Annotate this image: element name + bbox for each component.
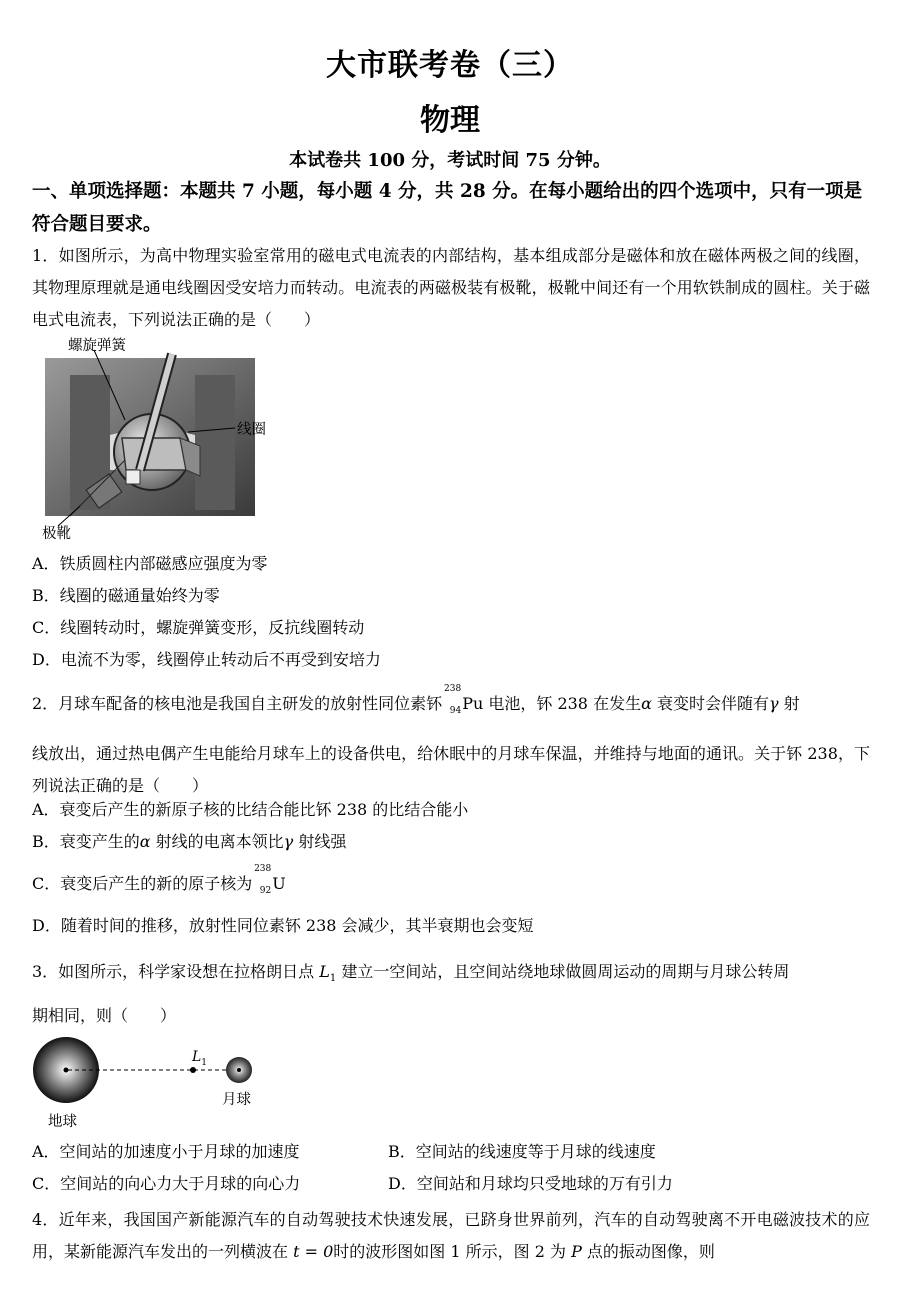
plutonium-isotope: 238 94 xyxy=(444,684,462,716)
q3-option-c: C．空间站的向心力大于月球的向心力 xyxy=(32,1174,301,1193)
galvanometer-figure xyxy=(30,330,310,545)
q1-option-b: B．线圈的磁通量始终为零 xyxy=(32,586,220,605)
q1-option-c: C．线圈转动时，螺旋弹簧变形，反抗线圈转动 xyxy=(32,618,365,637)
q2-option-b: B．衰变产生的α 射线的电离本领比γ 射线强 xyxy=(32,832,347,851)
label-spiral-spring: 螺旋弹簧 xyxy=(68,338,126,354)
q2-option-a: A．衰变后产生的新原子核的比结合能比钚 238 的比结合能小 xyxy=(32,800,469,819)
exam-title: 大市联考卷（三） xyxy=(326,48,574,83)
q3-option-a: A．空间站的加速度小于月球的加速度 xyxy=(32,1142,300,1161)
question-3-stem-line1: 3．如图所示，科学家设想在拉格朗日点 $L_1$ 建立一空间站，且空间站绕地球做圆周运动的周期与月球公转周 xyxy=(32,962,790,985)
exam-info: 本试卷共 100 分，考试时间 75 分钟。 xyxy=(289,150,611,171)
uranium-isotope: 238 92 xyxy=(254,864,272,896)
label-moon: 月球 xyxy=(222,1092,251,1108)
question-2-stem-line2: 线放出，通过热电偶产生电能给月球车上的设备供电，给休眠中的月球车保温，并维持与地面的通讯。关于钚 238，下列说法正确的是（ ） xyxy=(32,744,870,795)
section-heading: 一、单项选择题：本题共 7 小题，每小题 4 分，共 28 分。在每小题给出的四个选项中，只有一项是符合题目要求。 xyxy=(32,181,863,235)
question-2-stem-line1: 2．月球车配备的核电池是我国自主研发的放射性同位素钚 238 94 Pu 电池，钚 238 在发生α 衰变时会伴随有γ 射 xyxy=(32,684,800,716)
label-pole-shoe: 极靴 xyxy=(42,526,71,542)
q3-option-d: D．空间站和月球均只受地球的万有引力 xyxy=(388,1174,673,1193)
q2-option-c: C．衰变后产生的新的原子核为 238 92 U xyxy=(32,864,286,896)
lagrange-point-l1 xyxy=(190,1067,196,1073)
label-l1: $L_1$ xyxy=(192,1049,208,1068)
question-3-stem-line2: 期相同，则（ ） xyxy=(32,1006,177,1025)
q1-option-d: D．电流不为零，线圈停止转动后不再受到安培力 xyxy=(32,650,381,669)
question-1-stem: 1．如图所示，为高中物理实验室常用的磁电式电流表的内部结构，基本组成部分是磁体和放在磁体两极之间的线圈，其物理原理就是通电线圈因受安培力而转动。电流表的两磁极装有极靴，极靴中间还有一个用软铁制成的圆柱。关于磁电式电流表，下列说法正确的是（ ） xyxy=(32,246,870,329)
question-4-stem: 4．近年来，我国国产新能源汽车的自动驾驶技术快速发展，已跻身世界前列，汽车的自动驾驶离不开电磁波技术的应用，某新能源汽车发出的一列横波在 t = 0时的波形图如图 1 所示，图 2 为 P 点的振动图像，则 xyxy=(32,1210,870,1261)
label-earth: 地球 xyxy=(48,1114,77,1130)
q2-option-d: D．随着时间的推移，放射性同位素钚 238 会减少，其半衰期也会变短 xyxy=(32,916,534,935)
label-coil: 线圈 xyxy=(237,422,266,438)
q3-option-b: B．空间站的线速度等于月球的线速度 xyxy=(388,1142,656,1161)
subject-title: 物理 xyxy=(420,103,480,138)
q1-option-a: A．铁质圆柱内部磁感应强度为零 xyxy=(32,554,268,573)
